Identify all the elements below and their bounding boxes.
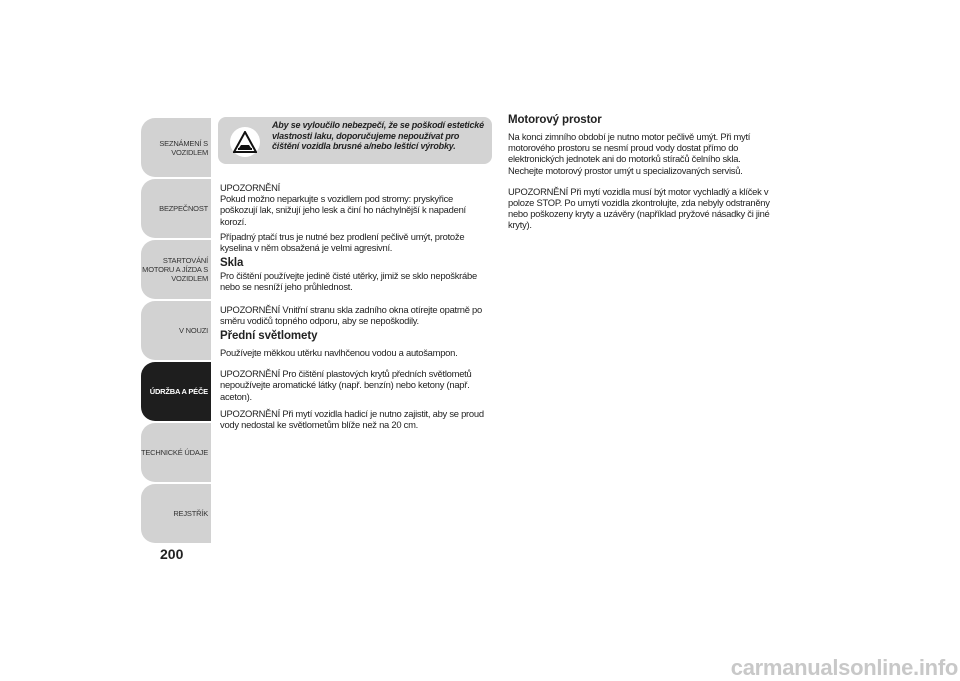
- warning-text: Aby se vyloučilo nebezpečí, že se poškodí estetické vlastnosti laku, doporučujeme nepoužívat pro čištění vozidla brusné a/nebo lešticí výrobky.: [272, 120, 484, 151]
- page-number: 200: [160, 546, 184, 562]
- section-heading-skla: Skla: [220, 257, 244, 270]
- tab-label: SEZNÁMENÍ S VOZIDLEM: [159, 138, 208, 157]
- watermark: carmanualsonline.info: [730, 655, 958, 680]
- tab-technicke-udaje[interactable]: [141, 423, 211, 482]
- chapter-tabs: [141, 118, 211, 545]
- left-column: [220, 182, 492, 430]
- tab-label: REJSTŘÍK: [173, 509, 208, 518]
- paragraph: UPOZORNĚNÍ Při mytí vozidla musí být motor vychladlý a klíček v poloze STOP. Po umytí vozidla zkontrolujte, zda nebyly odstraněny nebo poškozeny kryty a uzávěry (například pryžové násadky či jiné kryty).: [508, 185, 770, 231]
- note-label: UPOZORNĚNÍ: [220, 182, 281, 193]
- paragraph: Pro čištění používejte jedině čisté utěrky, jimiž se sklo nepoškrábe nebo se nesníží jeho průhlednost.: [220, 270, 477, 293]
- tab-label: V NOUZI: [178, 326, 208, 335]
- tab-startovani[interactable]: [141, 240, 211, 299]
- tab-udrzba-active[interactable]: [141, 362, 211, 421]
- tab-label: TECHNICKÉ ÚDAJE: [141, 448, 209, 457]
- paragraph: Používejte měkkou utěrku navlhčenou vodou a autošampon.: [220, 347, 458, 359]
- paragraph: UPOZORNĚNÍ Vnitřní stranu skla zadního okna otírejte opatrně po směru vodičů topného odporu, aby se nepoškodily.: [220, 303, 482, 326]
- paragraph: Případný ptačí trus je nutné bez prodlení pečlivě umýt, protože kyselina v něm obsažená je velmi agresivní.: [220, 230, 465, 254]
- tab-seznameni[interactable]: [141, 118, 211, 177]
- paragraph: UPOZORNĚNÍ Při mytí vozidla hadicí je nutno zajistit, aby se proud vody nedostal ke světlometům blíže než na 20 cm.: [220, 407, 484, 431]
- paragraph: Na konci zimního období je nutno motor pečlivě umýt. Při mytí motorového prostoru se nesmí proud vody dostat přímo do elektronických jednotek ani do motorků stíračů čelního skla. Nechejte motorový prostor umýt u specializovaných servisů.: [508, 131, 751, 176]
- tab-v-nouzi[interactable]: [141, 301, 211, 360]
- tab-label: STARTOVÁNÍ MOTORU A JÍZDA S VOZIDLEM: [142, 256, 208, 283]
- paragraph: UPOZORNĚNÍ Pro čištění plastových krytů předních světlometů nepoužívejte aromatické látky (např. benzín) nebo ketony (např. aceton).: [220, 368, 472, 402]
- tab-label: ÚDRŽBA A PÉČE: [149, 387, 208, 396]
- warning-triangle-car-icon: [230, 127, 260, 157]
- tab-rejstrik[interactable]: [141, 484, 211, 543]
- section-heading-svetlomety: Přední světlomety: [220, 330, 318, 343]
- tab-label: BEZPEČNOST: [159, 204, 208, 213]
- right-column: [508, 114, 770, 231]
- tab-bezpecnost[interactable]: [141, 179, 211, 238]
- warning-box: [218, 117, 492, 164]
- section-heading-motorovy-prostor: Motorový prostor: [508, 114, 602, 126]
- paragraph: Pokud možno neparkujte s vozidlem pod stromy: pryskyřice poškozují lak, snižují jeho lesk a činí ho náchylnější k napadení korozí.: [220, 193, 466, 227]
